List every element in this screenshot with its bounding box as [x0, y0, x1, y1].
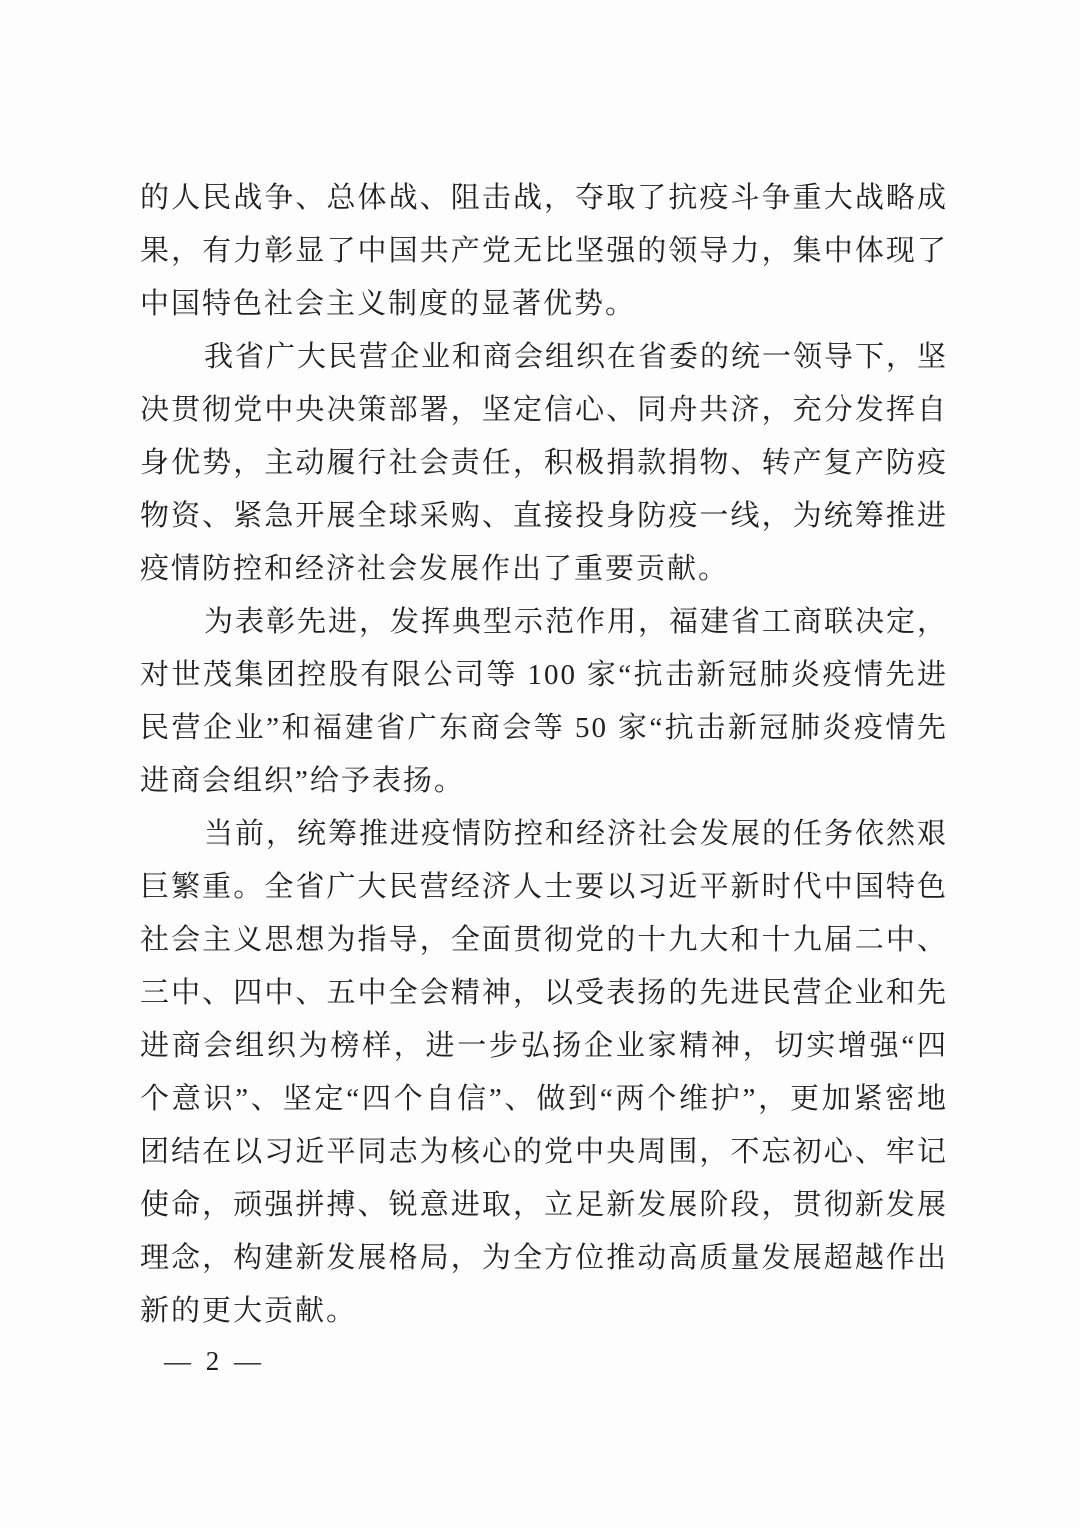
- paragraph: 我省广大民营企业和商会组织在省委的统一领导下，坚决贯彻党中央决策部署，坚定信心、同舟共济，充分发挥自身优势，主动履行社会责任，积极捐款捐物、转产复产防疫物资、紧急开展全球采购、直接投身防疫一线，为统筹推进疫情防控和经济社会发展作出了重要贡献。: [140, 341, 949, 585]
- paragraph: 当前，统筹推进疫情防控和经济社会发展的任务依然艰巨繁重。全省广大民营经济人士要以习近平新时代中国特色社会主义思想为指导，全面贯彻党的十九大和十九届二中、三中、四中、五中全会精神，以受表扬的先进民营企业和先进商会组织为榜样，进一步弘扬企业家精神，切实增强“四个意识”、坚定“四个自信”、做到“两个维护”，更加紧密地团结在以习近平同志为核心的党中央周围，不忘初心、牢记使命，顽强拼搏、锐意进取，立足新发展阶段，贯彻新发展理念，构建新发展格局，为全方位推动高质量发展超越作出新的更大贡献。: [140, 818, 949, 1327]
- paragraph-continuation: 的人民战争、总体战、阻击战，夺取了抗疫斗争重大战略成果，有力彰显了中国共产党无比坚强的领导力，集中体现了中国特色社会主义制度的显著优势。: [140, 182, 948, 320]
- paragraph: 为表彰先进，发挥典型示范作用，福建省工商联决定，对世茂集团控股有限公司等 100 家“抗击新冠肺炎疫情先进民营企业”和福建省广东商会等 50 家“抗击新冠肺炎疫情先进商会组织”给予表扬。: [140, 606, 949, 797]
- document-body: [140, 172, 948, 1338]
- page-number: — 2 —: [164, 1346, 265, 1376]
